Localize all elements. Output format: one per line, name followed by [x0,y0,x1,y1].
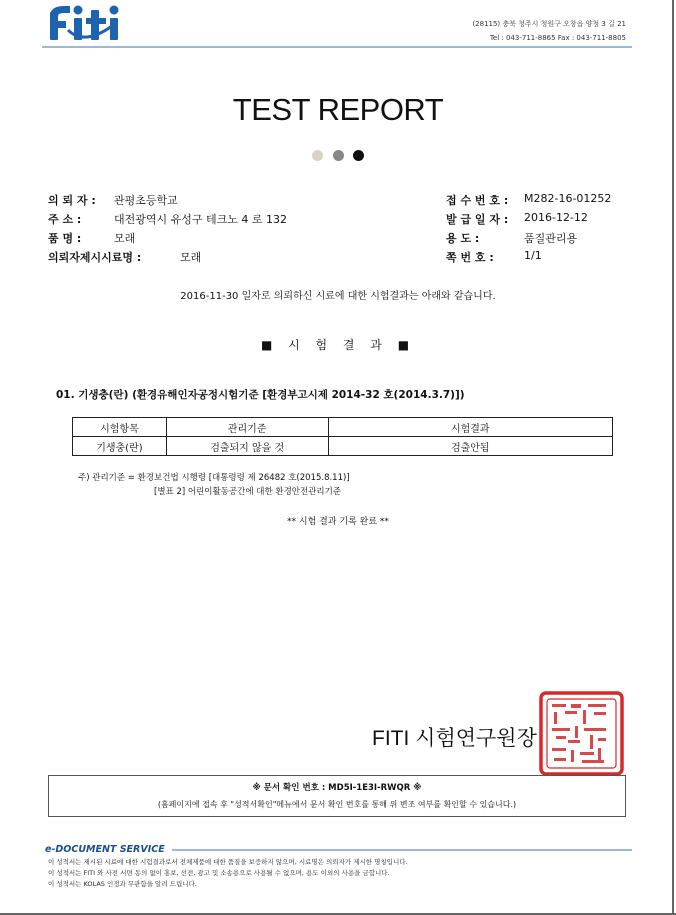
address-text: (28115) 충북 청주시 청원구 오창읍 양청 3 길 21 [472,20,626,28]
cell-result: 검출안됨 [328,437,612,456]
client-label: 의 뢰 자 : [48,194,96,207]
receipt-no-label: 접 수 번 호 : [446,194,509,207]
dot-dark [353,150,364,161]
receipt-no-value: M282-16-01252 [524,192,612,205]
page-frame-right [672,0,674,915]
confirmation-instructions: (홈페이지에 접속 후 "성적서확인"메뉴에서 문서 확인 번호를 통해 위 변조 여부를 확인할 수 있습니다.) [157,800,517,809]
client-info [48,192,348,272]
fiti-logo [48,4,158,44]
disclaimer-line-1: 이 성적서는 제시된 시료에 대한 시험결과로서 전체제품에 대한 품질을 보증하지 않으며, 시료명은 의뢰자가 제시한 명칭입니다. [48,858,408,866]
e-document-service-label: e-DOCUMENT SERVICE [45,844,165,855]
client-value: 관평초등학교 [114,194,178,207]
official-seal-stamp [538,690,625,777]
sample-name-value: 모래 [180,251,202,264]
table-header-row [73,418,613,437]
page-number-label: 쪽 번 호 : [446,251,494,264]
issue-date-label: 발 급 일 자 : [446,213,509,226]
address-value: 대전광역시 유성구 테크노 4 로 132 [114,213,287,226]
dot-mid [333,150,344,161]
purpose-value: 품질관리용 [524,232,578,245]
table-row [73,437,613,456]
product-value: 모래 [114,232,136,245]
header-test-item: 시험항목 [73,418,167,437]
header-result: 시험결과 [328,418,612,437]
footer-disclaimer [48,857,408,890]
end-of-record: ** 시험 결과 기록 완료 ** [287,517,389,527]
header-address-block [472,17,626,45]
result-table [72,417,613,456]
test-item-title: 01. 기생충(란) (환경유해인자공정시험기준 [환경부고시제 2014-32 호(2014.3.7)]) [56,389,465,401]
issue-date-value: 2016-12-12 [524,211,588,224]
cell-standard: 검출되지 않을 것 [166,437,328,456]
sample-name-label: 의뢰자제시시료명 : [48,251,142,264]
contact-text: Tel : 043-711-8865 Fax : 043-711-8805 [489,34,626,42]
signer-name: FITI 시험연구원장 [372,727,537,750]
page-number-value: 1/1 [524,249,542,262]
footer-divider [172,849,632,851]
disclaimer-line-3: 이 성적서는 KOLAS 인정과 무관함을 알려 드립니다. [48,880,197,888]
product-label: 품 명 : [48,232,82,245]
disclaimer-line-2: 이 성적서는 FITI 와 사전 서면 동의 없이 홍보, 선전, 광고 및 소송용으로 사용될 수 없으며, 용도 이외의 사용을 금합니다. [48,869,390,877]
dot-light [312,150,323,161]
confirmation-number: ※ 문서 확인 번호 : MD5I-1E3I-RWQR ※ [252,783,422,793]
note-line-2: [별표 2] 어린이활동공간에 대한 환경안전관리기준 [154,487,342,497]
note-line-1: 주) 관리기준 = 환경보건법 시행령 [대통령령 제 26482 호(2015.8.11)] [78,473,350,483]
report-title: TEST REPORT [232,92,444,127]
cell-test-item: 기생충(란) [73,437,167,456]
header-divider [42,46,632,48]
receipt-info [446,192,636,272]
address-label: 주 소 : [48,213,82,226]
purpose-label: 용 도 : [446,232,480,245]
document-confirmation-box [48,775,626,817]
standard-note [78,471,350,499]
header-standard: 관리기준 [166,418,328,437]
section-title: ■ 시 험 결 과 ■ [260,338,416,352]
intro-text: 2016-11-30 일자로 의뢰하신 시료에 대한 시험결과는 아래와 같습니다. [180,291,496,302]
